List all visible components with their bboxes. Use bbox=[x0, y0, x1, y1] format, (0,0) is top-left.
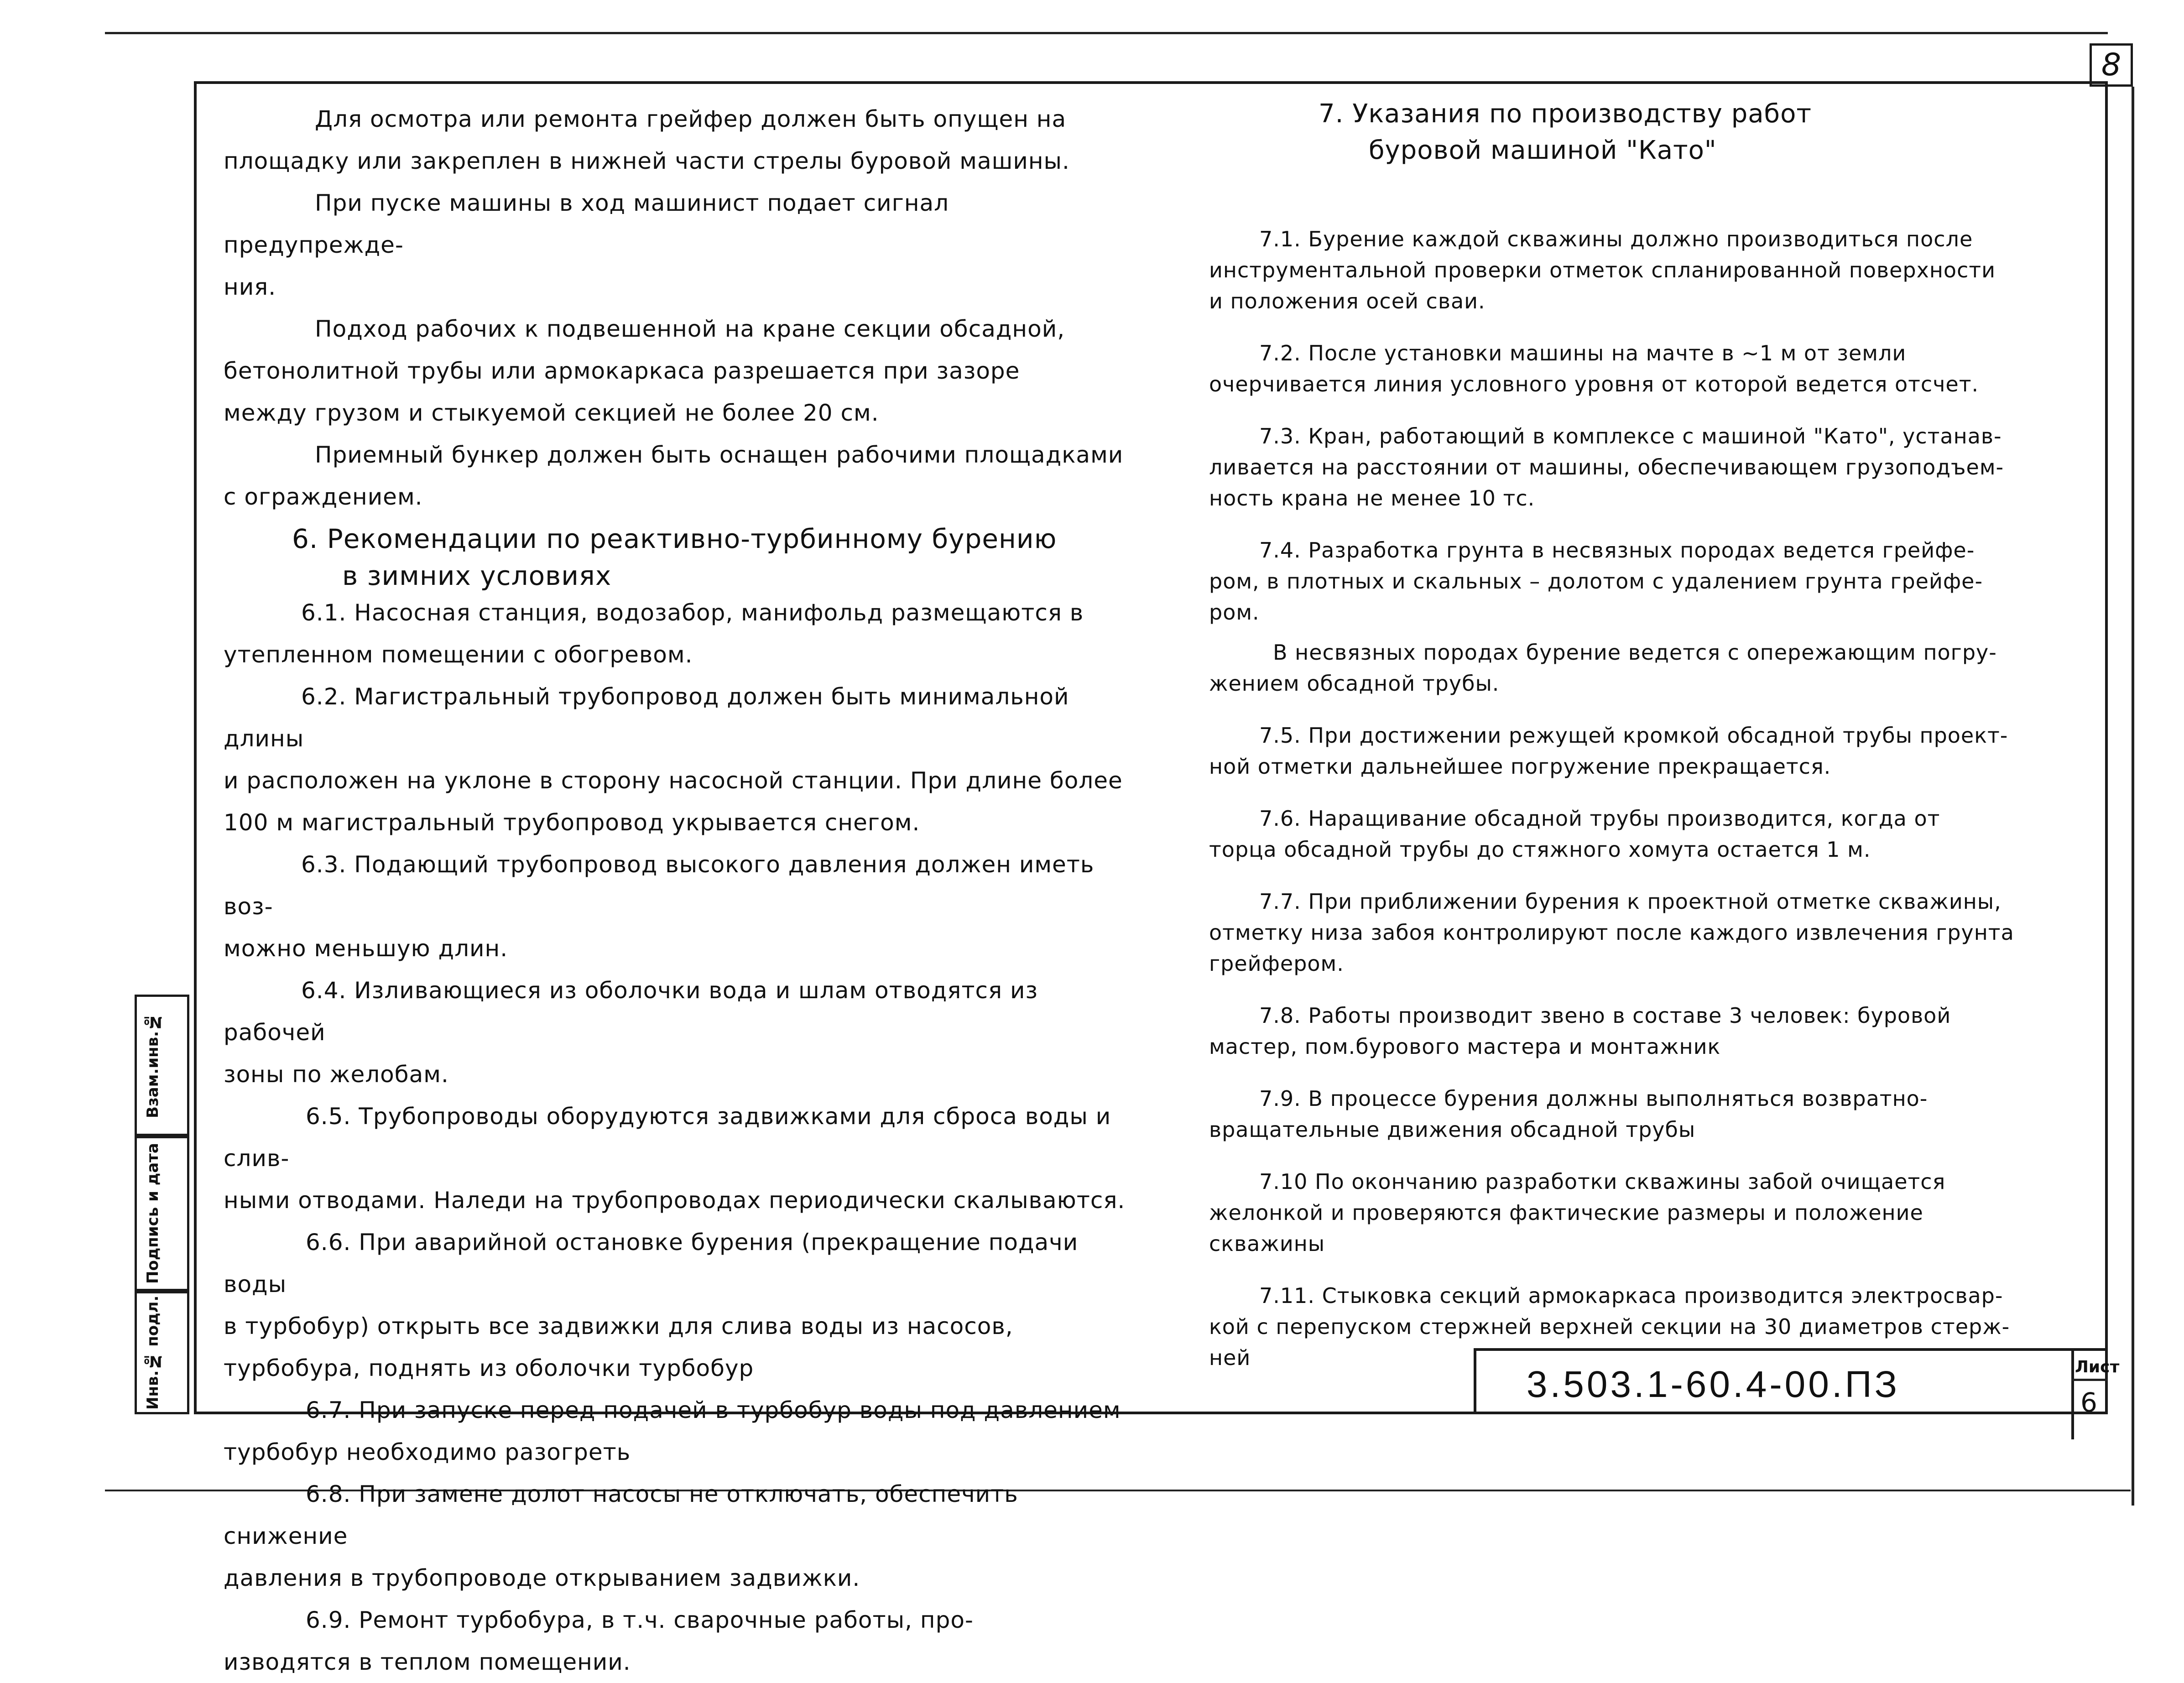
text-line: 100 м магистральный трубопровод укрывается снегом. bbox=[224, 809, 920, 836]
text-line: 7.1. Бурение каждой скважины должно производиться после bbox=[1259, 227, 1973, 251]
text-line: 7.6. Наращивание обсадной трубы производится, когда от bbox=[1259, 806, 1940, 831]
text-line: с ограждением. bbox=[224, 484, 423, 510]
text-line: 6.8. При замене долот насосы не отключать, обеспечить снижение bbox=[224, 1481, 1018, 1549]
text-line: кой с перепуском стержней верхней секции на 30 диаметров стерж- bbox=[1209, 1314, 2010, 1339]
text-line: 7.5. При достижении режущей кромкой обсадной трубы проект- bbox=[1259, 723, 2008, 748]
text-line: и положения осей сваи. bbox=[1209, 289, 1486, 313]
text-line: между грузом и стыкуемой секцией не более 20 см. bbox=[224, 400, 879, 426]
paragraph-7-6 bbox=[1209, 803, 2044, 865]
paragraph-7-10 bbox=[1209, 1166, 2044, 1259]
text-line: изводятся в теплом помещении. bbox=[224, 1649, 631, 1675]
section-6-heading: 6. Рекомендации по реактивно-турбинному бурению bbox=[292, 523, 1057, 554]
text-line: 6.9. Ремонт турбобура, в т.ч. сварочные работы, про- bbox=[306, 1607, 974, 1633]
paragraph-7-9 bbox=[1209, 1083, 2044, 1145]
right-text-column bbox=[1209, 96, 2044, 1394]
sheet-label: Лист bbox=[2075, 1358, 2120, 1376]
text-line: Подход рабочих к подвешенной на кране секции обсадной, bbox=[315, 316, 1065, 342]
text-line: Для осмотра или ремонта грейфер должен быть опущен на bbox=[315, 106, 1067, 132]
text-line: В несвязных породах бурение ведется с опережающим погру- bbox=[1273, 640, 1997, 665]
text-line: 7.2. После установки машины на мачте в ~1 м от земли bbox=[1259, 341, 1907, 365]
text-line: давления в трубопроводе открыванием задвижки. bbox=[224, 1565, 860, 1591]
text-line: ливается на расстоянии от машины, обеспечивающем грузоподъем- bbox=[1209, 455, 2004, 479]
text-line: отметку низа забоя контролируют после каждого извлечения грунта bbox=[1209, 920, 2014, 945]
text-line: 7.9. В процессе бурения должны выполняться возвратно- bbox=[1259, 1086, 1928, 1111]
top-border-line bbox=[105, 32, 2108, 34]
text-line: очерчивается линия условного уровня от которой ведется отсчет. bbox=[1209, 372, 1979, 396]
left-text-column bbox=[224, 98, 1136, 1683]
text-line: утепленном помещении с обогревом. bbox=[224, 641, 693, 668]
text-line: вращательные движения обсадной трубы bbox=[1209, 1117, 1696, 1142]
text-line: ром. bbox=[1209, 600, 1260, 625]
paragraph-7-7 bbox=[1209, 886, 2044, 979]
paragraph-7-1 bbox=[1209, 224, 2044, 317]
page-number: 8 bbox=[2090, 43, 2133, 87]
text-line: ром, в плотных и скальных – долотом с удалением грунта грейфе- bbox=[1209, 569, 1983, 594]
text-line: 7.8. Работы производит звено в составе 3 человек: буровой bbox=[1259, 1003, 1951, 1028]
text-line: 7.3. Кран, работающий в комплексе с машиной "Като", устанав- bbox=[1259, 424, 2002, 448]
text-line: 7.4. Разработка грунта в несвязных породах ведется грейфе- bbox=[1259, 538, 1975, 563]
text-line: грейфером. bbox=[1209, 951, 1344, 976]
text-line: 6.1. Насосная станция, водозабор, манифольд размещаются в bbox=[301, 599, 1084, 626]
paragraph-7-4-cont bbox=[1209, 637, 2044, 699]
text-line: можно меньшую длин. bbox=[224, 935, 508, 962]
paragraph-7-2 bbox=[1209, 338, 2044, 400]
text-line: инструментальной проверки отметок спланированной поверхности bbox=[1209, 258, 1996, 282]
text-line: ными отводами. Наледи на трубопроводах периодически скалываются. bbox=[224, 1187, 1126, 1214]
text-line: ность крана не менее 10 тс. bbox=[1209, 486, 1535, 511]
text-line: ней bbox=[1209, 1345, 1251, 1370]
side-label-signature-date: Подпись и дата bbox=[144, 1143, 162, 1284]
text-line: ной отметки дальнейшее погружение прекращается. bbox=[1209, 754, 1831, 779]
right-border-line bbox=[2132, 87, 2134, 1506]
paragraph-7-4 bbox=[1209, 535, 2044, 628]
text-line: 7.7. При приближении бурения к проектной отметке скважины, bbox=[1259, 889, 2002, 914]
text-line: 6.2. Магистральный трубопровод должен быть минимальной длины bbox=[224, 683, 1069, 752]
text-line: 7.10 По окончанию разработки скважины забой очищается bbox=[1259, 1169, 1946, 1194]
section-6-heading-cont: в зимних условиях bbox=[342, 560, 612, 591]
text-line: При пуске машины в ход машинист подает сигнал предупрежде- bbox=[224, 190, 949, 258]
text-line: 6.5. Трубопроводы оборудуются задвижками для сброса воды и слив- bbox=[224, 1103, 1111, 1172]
section-7-heading-cont: буровой машиной "Като" bbox=[1369, 135, 1717, 165]
text-line: торца обсадной трубы до стяжного хомута остается 1 м. bbox=[1209, 837, 1871, 862]
text-line: площадку или закреплен в нижней части стрелы буровой машины. bbox=[224, 148, 1070, 174]
sheet-box-divider bbox=[2071, 1379, 2108, 1381]
text-line: 6.6. При аварийной остановке бурения (прекращение подачи воды bbox=[224, 1229, 1079, 1297]
text-line: 6.7. При запуске перед подачей в турбобур воды под давлением bbox=[306, 1397, 1121, 1423]
text-line: 6.4. Изливающиеся из оболочки вода и шлам отводятся из рабочей bbox=[224, 977, 1038, 1046]
text-line: жением обсадной трубы. bbox=[1209, 671, 1500, 696]
paragraph-7-3 bbox=[1209, 421, 2044, 514]
text-line: ния. bbox=[224, 274, 276, 300]
text-line: желонкой и проверяются фактические размеры и положение скважины bbox=[1209, 1200, 1923, 1256]
text-line: турбобура, поднять из оболочки турбобур bbox=[224, 1355, 754, 1381]
text-line: бетонолитной трубы или армокаркаса разрешается при зазоре bbox=[224, 358, 1020, 384]
section-7-heading: 7. Указания по производству работ bbox=[1319, 99, 1812, 129]
text-line: зоны по желобам. bbox=[224, 1061, 449, 1088]
text-line: в турбобур) открыть все задвижки для слива воды из насосов, bbox=[224, 1313, 1013, 1339]
paragraph-7-8 bbox=[1209, 1000, 2044, 1062]
text-line: Приемный бункер должен быть оснащен рабочими площадками bbox=[315, 442, 1124, 468]
sheet-number: 6 bbox=[2080, 1387, 2097, 1418]
text-line: мастер, пом.бурового мастера и монтажник bbox=[1209, 1034, 1721, 1059]
side-label-replacement-inventory: Взам.инв.№ bbox=[144, 1012, 162, 1118]
document-code: 3.503.1-60.4-00.ПЗ bbox=[1526, 1364, 1900, 1405]
text-line: турбобур необходимо разогреть bbox=[224, 1439, 631, 1465]
text-line: и расположен на уклоне в сторону насосной станции. При длине более bbox=[224, 767, 1123, 794]
paragraph-7-5 bbox=[1209, 720, 2044, 782]
side-label-inventory-original: Инв.№ подл. bbox=[144, 1295, 162, 1410]
text-line: 7.11. Стыковка секций армокаркаса производится электросвар- bbox=[1259, 1283, 2003, 1308]
text-line: 6.3. Подающий трубопровод высокого давления должен иметь воз- bbox=[224, 851, 1095, 920]
